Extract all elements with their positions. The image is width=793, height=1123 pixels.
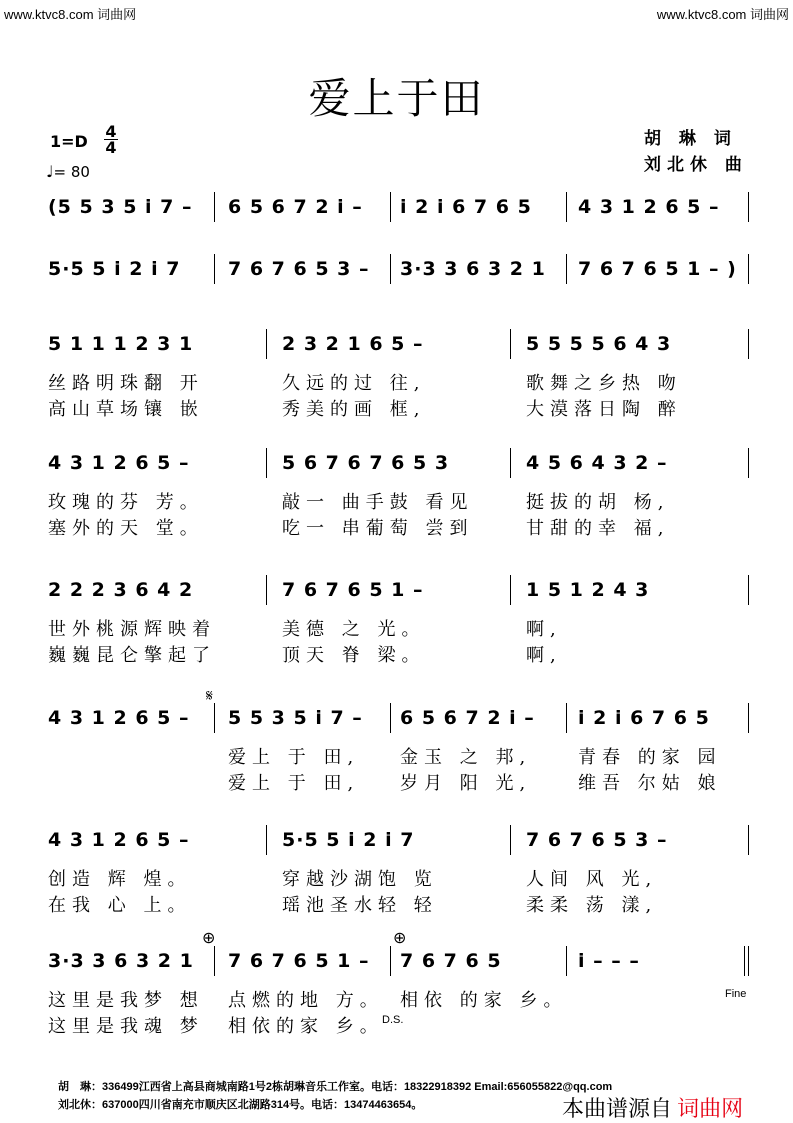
lyric-verse-2: 相依的家 乡。	[228, 1016, 384, 1037]
lyric-verse-2: 秀美的画 框,	[282, 399, 426, 420]
measure-notes: 1 5 1 2 4 3	[526, 579, 650, 601]
measure-notes: 5·5 5 i 2 i 7	[282, 829, 415, 851]
barline	[390, 254, 391, 284]
measure-notes: 2 2 2 3 6 4 2	[48, 579, 194, 601]
footer-line-2: 刘北休：637000四川省南充市顺庆区北湖路314号。电话：13474463654。	[58, 1099, 423, 1111]
song-title: 爱上于田	[308, 74, 485, 123]
lyric-verse-1: 青春 的家 园	[578, 747, 722, 768]
measure-notes: i 2 i 6 7 6 5	[400, 196, 532, 218]
lyric-verse-2: 爱上 于 田,	[228, 773, 360, 794]
measure-notes: 5 1 1 1 2 3 1	[48, 333, 194, 355]
quarter-note-icon: ♩	[46, 162, 54, 181]
barline	[266, 825, 267, 855]
lyric-verse-1: 玫瑰的芬 芳。	[48, 492, 204, 513]
barline	[748, 946, 749, 976]
lyric-verse-1: 点燃的地 方。	[228, 990, 384, 1011]
lyric-verse-1: 相依 的家 乡。	[400, 990, 568, 1011]
tempo-marking	[46, 162, 90, 181]
lyric-verse-1: 爱上 于 田,	[228, 747, 360, 768]
footer-line-1: 胡 琳：336499江西省上高县商城南路1号2栋胡琳音乐工作室。电话：18322918392 Email:656055822@qq.com	[58, 1081, 613, 1093]
barline	[390, 703, 391, 733]
barline	[566, 946, 567, 976]
barline	[214, 703, 215, 733]
lyric-verse-2: 啊,	[526, 645, 562, 666]
measure-notes: 4 5 6 4 3 2 –	[526, 452, 668, 474]
lyric-verse-1: 啊,	[526, 619, 562, 640]
measure-notes: 7 6 7 6 5 3 –	[526, 829, 668, 851]
brand-source-text: 本曲谱源自	[562, 1097, 673, 1122]
lyric-verse-1: 穿越沙湖饱 览	[282, 869, 438, 890]
barline	[748, 329, 749, 359]
lyric-verse-1: 美德 之 光。	[282, 619, 426, 640]
lyric-verse-2: 在我 心 上。	[48, 895, 192, 916]
time-signature	[104, 124, 118, 155]
measure-notes: 5 5 3 5 i 7 –	[228, 707, 363, 729]
lyric-verse-2: 岁月 阳 光,	[400, 773, 532, 794]
segno-icon: 𝄋	[206, 686, 213, 705]
watermark-left: www.ktvc8.com 词曲网	[4, 7, 137, 22]
ds-mark: D.S.	[382, 1014, 404, 1026]
barline	[510, 825, 511, 855]
barline	[510, 575, 511, 605]
lyric-verse-1: 金玉 之 邦,	[400, 747, 532, 768]
measure-notes: 5 5 5 5 6 4 3	[526, 333, 672, 355]
measure-notes: 5 6 7 6 7 6 5 3	[282, 452, 450, 474]
lyric-verse-1: 世外桃源辉映着	[48, 619, 216, 640]
watermark-right: www.ktvc8.com 词曲网	[656, 7, 789, 22]
lyric-verse-2: 吃一 串葡萄 尝到	[282, 518, 474, 539]
lyric-verse-2: 柔柔 荡 漾,	[526, 895, 658, 916]
barline	[748, 575, 749, 605]
barline	[748, 448, 749, 478]
lyricist-credit: 胡 琳 词	[644, 129, 737, 149]
barline	[214, 254, 215, 284]
final-barline	[744, 946, 745, 976]
lyric-verse-2: 维吾 尔姑 娘	[578, 773, 722, 794]
barline	[266, 575, 267, 605]
lyric-verse-1: 敲一 曲手鼓 看见	[282, 492, 474, 513]
measure-notes: 5·5 5 i 2 i 7	[48, 258, 181, 280]
barline	[266, 448, 267, 478]
lyric-verse-1: 这里是我梦 想	[48, 990, 204, 1011]
barline	[510, 448, 511, 478]
lyric-verse-1: 歌舞之乡热 吻	[526, 373, 682, 394]
lyric-verse-2: 甘甜的幸 福,	[526, 518, 670, 539]
measure-notes: 6 5 6 7 2 i –	[228, 196, 363, 218]
barline	[566, 254, 567, 284]
brand	[562, 1092, 743, 1123]
time-signature-top: 4	[105, 122, 117, 141]
measure-notes: 4 3 1 2 6 5 –	[48, 707, 190, 729]
brand-site-link[interactable]: 词曲网	[677, 1097, 744, 1122]
measure-notes: 7 6 7 6 5 1 – )	[578, 258, 737, 280]
lyric-verse-1: 丝路明珠翻 开	[48, 373, 204, 394]
lyric-verse-1: 人间 风 光,	[526, 869, 658, 890]
coda-icon-1: ⊕	[202, 928, 216, 947]
coda-icon-2: ⊕	[393, 928, 407, 947]
measure-notes: 3·3 3 6 3 2 1	[400, 258, 546, 280]
lyric-verse-2: 这里是我魂 梦	[48, 1016, 204, 1037]
measure-notes: 7 6 7 6 5 1 –	[228, 950, 370, 972]
measure-notes: 7 6 7 6 5 1 –	[282, 579, 424, 601]
lyric-verse-1: 创造 辉 煌。	[48, 869, 192, 890]
lyric-verse-2: 塞外的天 堂。	[48, 518, 204, 539]
barline	[748, 192, 749, 222]
measure-notes: 7 6 7 6 5 3 –	[228, 258, 370, 280]
barline	[266, 329, 267, 359]
measure-notes: (5 5 3 5 i 7 –	[48, 196, 193, 218]
lyric-verse-2: 顶天 脊 梁。	[282, 645, 426, 666]
barline	[566, 192, 567, 222]
fine-mark: Fine	[725, 988, 747, 1000]
measure-notes: 2 3 2 1 6 5 –	[282, 333, 424, 355]
lyric-verse-1: 挺拔的胡 杨,	[526, 492, 670, 513]
lyric-verse-2: 大漠落日陶 醉	[526, 399, 682, 420]
measure-notes: i – – –	[578, 950, 640, 972]
barline	[510, 329, 511, 359]
lyric-verse-1: 久远的过 往,	[282, 373, 426, 394]
measure-notes: 4 3 1 2 6 5 –	[48, 829, 190, 851]
barline	[566, 703, 567, 733]
measure-notes: 3·3 3 6 3 2 1	[48, 950, 194, 972]
lyric-verse-2: 高山草场镶 嵌	[48, 399, 204, 420]
measure-notes: 4 3 1 2 6 5 –	[48, 452, 190, 474]
composer-credit: 刘北休 曲	[644, 155, 748, 175]
barline	[214, 192, 215, 222]
barline	[390, 946, 391, 976]
measure-notes: i 2 i 6 7 6 5	[578, 707, 710, 729]
lyric-verse-2: 瑶池圣水轻 轻	[282, 895, 438, 916]
measure-notes: 4 3 1 2 6 5 –	[578, 196, 720, 218]
barline	[748, 703, 749, 733]
key-signature: 1=D	[50, 132, 88, 151]
measure-notes: 7 6 7 6 5	[400, 950, 502, 972]
time-signature-bottom: 4	[105, 138, 117, 157]
barline	[214, 946, 215, 976]
lyric-verse-2: 巍巍昆仑擎起了	[48, 645, 216, 666]
tempo-value: = 80	[53, 163, 90, 181]
barline	[390, 192, 391, 222]
measure-notes: 6 5 6 7 2 i –	[400, 707, 535, 729]
barline	[748, 825, 749, 855]
barline	[748, 254, 749, 284]
